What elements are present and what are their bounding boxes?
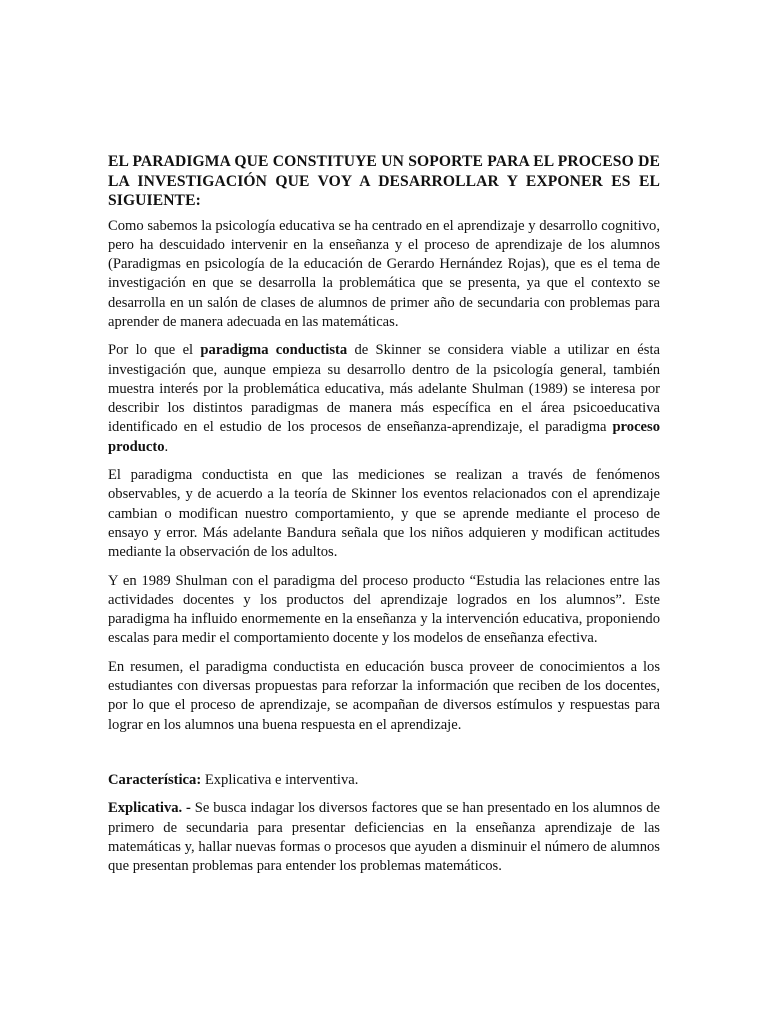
bold-label-explicativa: Explicativa. - [108,800,191,817]
paragraph-caracteristica [108,771,660,790]
paragraph-text: Por lo que el [108,342,201,359]
paragraph-shulman: Y en 1989 Shulman con el paradigma del proceso producto “Estudia las relaciones entre las actividades docentes y los productos del aprendizaje logrados en los alumnos”. Este paradigma ha influido enormemente en la enseñanza y la intervención educativa, proponiendo escalas para medir el comportamiento docente y los modelos de enseñanza efectiva. [108,572,660,647]
paragraph-conductista [108,341,660,457]
paragraph-resumen: En resumen, el paradigma conductista en educación busca proveer de conocimientos a los estudiantes con diversas propuestas para reforzar la información que reciben de los docentes, por lo que el proceso de aprendizaje, se acompañan de diversos estímulos y respuestas para lograr en los alumnos una buena respuesta en el aprendizaje. [108,658,660,733]
section-heading: EL PARADIGMA QUE CONSTITUYE UN SOPORTE PARA EL PROCESO DE LA INVESTIGACIÓN QUE VOY A DESARROLLAR Y EXPONER ES EL SIGUIENTE: [108,153,660,209]
blank-line [108,744,660,771]
bold-term-paradigma-conductista: paradigma conductista [200,342,348,359]
bold-label-caracteristica: Característica: [108,771,202,788]
document-page [108,152,660,885]
paragraph-text: . [164,438,169,455]
bold-term-proceso-producto: proceso producto [108,419,660,455]
paragraph-intro: Como sabemos la psicología educativa se ha centrado en el aprendizaje y desarrollo cognitivo, pero ha descuidado intervenir en la enseñanza y el proceso de aprendizaje de los alumnos (Paradigmas en psicología de la educación de Gerardo Hernández Rojas), que es el tema de investigación en que se desarrolla la problemática que se presenta, ya que el contexto se desarrolla en un salón de clases de alumnos de primer año de secundaria con problemas para aprender de manera adecuada en las matemáticas. [108,217,660,330]
paragraph-mediciones: El paradigma conductista en que las mediciones se realizan a través de fenómenos observables, y de acuerdo a la teoría de Skinner los eventos relacionados con el aprendizaje cambian o modifican nuestro comportamiento, y que se aprende mediante el proceso de ensayo y error. Más adelante Bandura señala que los niños adquieren y modifican actitudes mediante la observación de los adultos. [108,467,660,561]
paragraph-explicativa [108,799,660,876]
paragraph-text: de Skinner se considera viable a utilizar en ésta investigación que, aunque empieza su desarrollo dentro de la psicología general, también muestra interés por la problemática educativa, más adelante Shulman (1989) se interesa por describir los distintos paradigmas de manera más específica en el área psicoeducativa identificado en el estudio de los procesos de enseñanza-aprendizaje, el paradigma [108,342,660,436]
paragraph-text: Se busca indagar los diversos factores que se han presentado en los alumnos de primero de secundaria para presentar deficiencias en la enseñanza aprendizaje de las matemáticas y, hallar nuevas formas o procesos que ayuden a disminuir el número de alumnos que presentan problemas para entender los problemas matemáticos. [108,800,660,875]
paragraph-text: Explicativa e interventiva. [201,771,359,788]
